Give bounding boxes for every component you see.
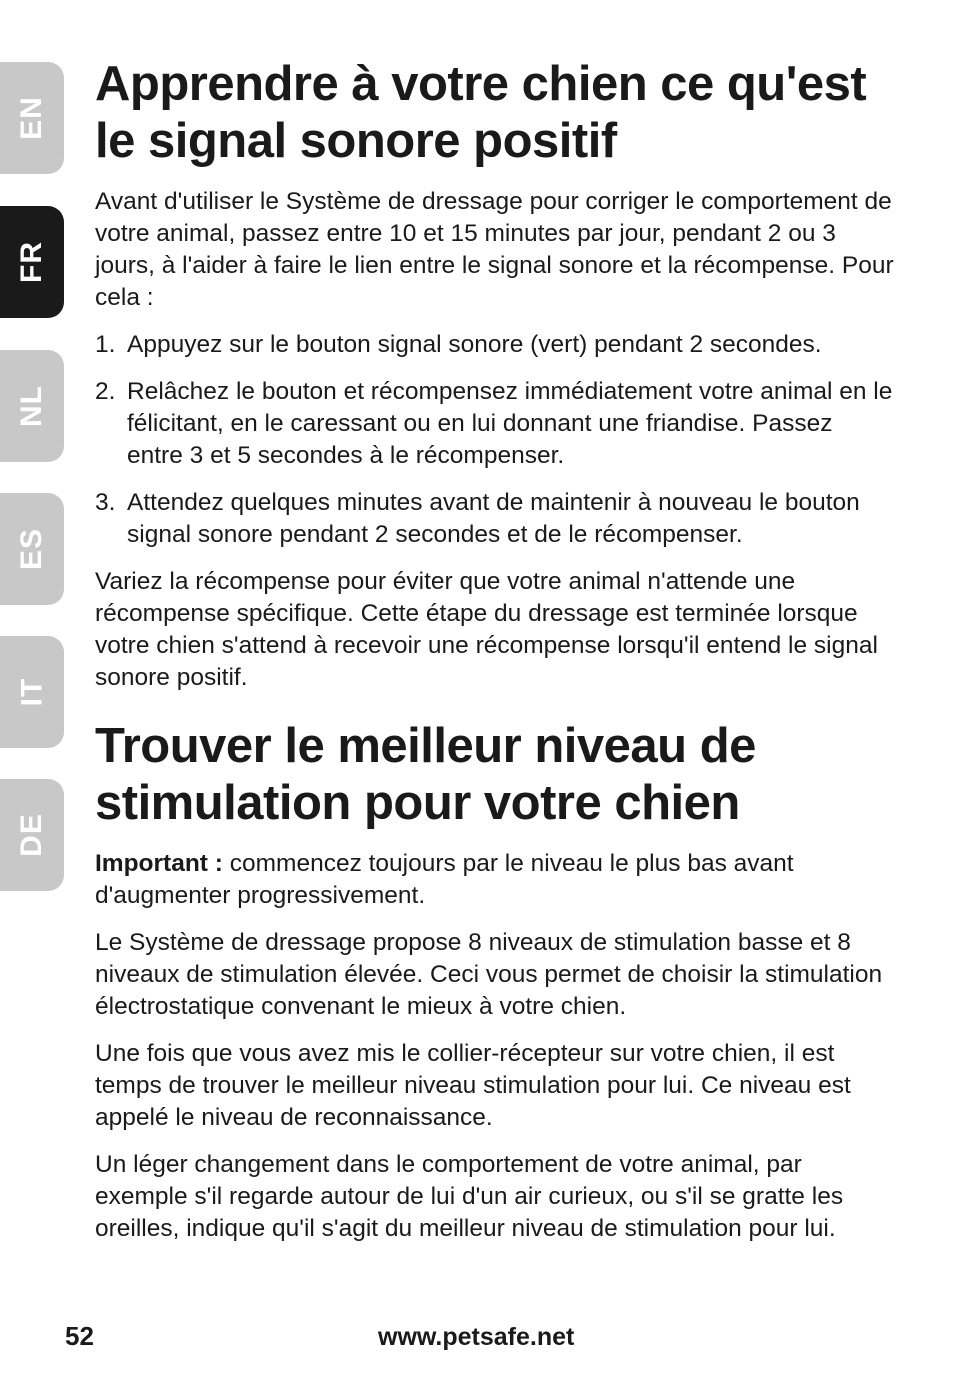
- important-text: commencez toujours par le niveau le plus bas avant d'augmenter progressivement.: [95, 850, 794, 909]
- step-number: 1.: [95, 331, 116, 358]
- section2-paragraph-2: Une fois que vous avez mis le collier-récepteur sur votre chien, il est temps de trouver le meilleur niveau stimulation pour lui. Ce niveau est appelé le niveau de reconnaissance.: [95, 1040, 851, 1131]
- step-text: Appuyez sur le bouton signal sonore (vert) pendant 2 secondes.: [127, 331, 822, 358]
- page-number: 52: [65, 1321, 94, 1351]
- step-number: 3.: [95, 489, 116, 516]
- step-text: Attendez quelques minutes avant de maintenir à nouveau le bouton signal sonore pendant 2 secondes et de le récompenser.: [127, 489, 860, 548]
- section1-closing: Variez la récompense pour éviter que votre animal n'attende une récompense spécifique. Cette étape du dressage est terminée lorsque votre chien s'attend à recevoir une récompense lorsqu'il entend le signal sonore positif.: [95, 568, 878, 691]
- list-item: [95, 376, 895, 472]
- tab-fr[interactable]: [0, 206, 64, 318]
- tab-fr-label: FR: [15, 241, 48, 283]
- step-number: 2.: [95, 378, 116, 405]
- tab-it[interactable]: [0, 636, 64, 748]
- tab-it-label: IT: [14, 677, 48, 707]
- section1-intro: Avant d'utiliser le Système de dressage pour corriger le comportement de votre animal, passez entre 10 et 15 minutes par jour, pendant 2 ou 3 jours, à l'aider à faire le lien entre le signal sonore et la récompense. Pour cela :: [95, 188, 894, 311]
- tab-es-label: ES: [15, 527, 48, 571]
- tab-nl-label: NL: [15, 385, 48, 427]
- tab-de[interactable]: [0, 779, 64, 891]
- tab-es[interactable]: [0, 493, 64, 605]
- tab-en-label: EN: [15, 96, 48, 140]
- section2-paragraph-3: Un léger changement dans le comportement de votre animal, par exemple s'il regarde autour de lui d'un air curieux, ou s'il se gratte les oreilles, indique qu'il s'agit du meilleur niveau de stimulation pour lui.: [95, 1151, 844, 1242]
- step-text: Relâchez le bouton et récompensez immédiatement votre animal en le félicitant, en le caressant ou en lui donnant une friandise. Passez entre 3 et 5 secondes à le récompenser.: [127, 378, 893, 469]
- tab-en[interactable]: [0, 62, 64, 174]
- section2-paragraph-1: Le Système de dressage propose 8 niveaux de stimulation basse et 8 niveaux de stimulation élevée. Ceci vous permet de choisir la stimulation électrostatique convenant le mieux à votre chien.: [95, 929, 883, 1020]
- important-note: [95, 848, 895, 912]
- important-label: Important :: [95, 850, 223, 877]
- list-item: [95, 487, 895, 551]
- list-item: [95, 329, 895, 361]
- footer-website-link[interactable]: www.petsafe.net: [378, 1323, 575, 1351]
- page-content: [95, 56, 895, 1245]
- steps-list: [95, 329, 895, 551]
- tab-nl[interactable]: [0, 350, 64, 462]
- tab-de-label: DE: [15, 813, 48, 857]
- section2-title: Trouver le meilleur niveau de stimulation pour votre chien: [95, 719, 756, 830]
- section1-title: Apprendre à votre chien ce qu'est le signal sonore positif: [95, 57, 867, 168]
